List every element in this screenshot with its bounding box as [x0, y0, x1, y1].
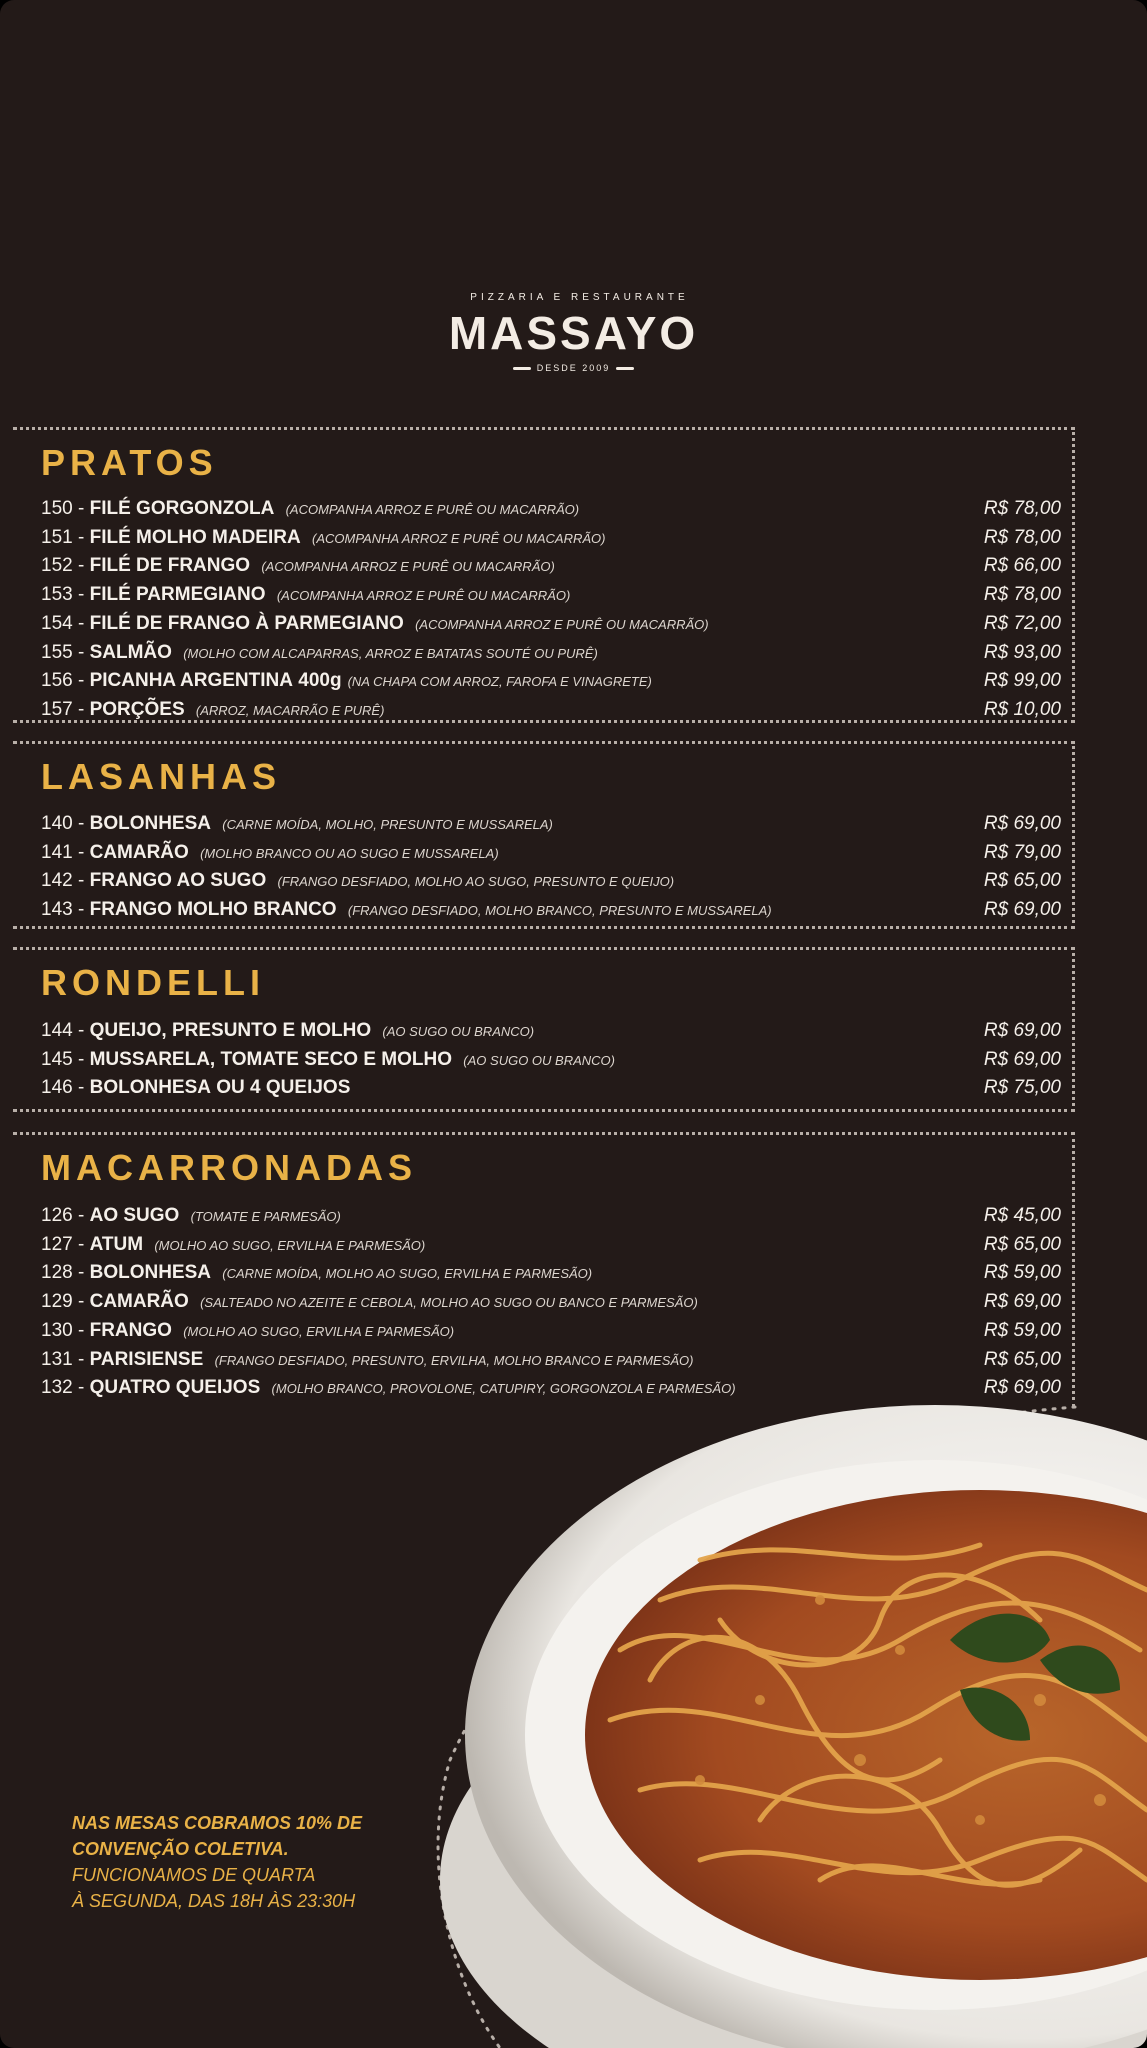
item-number: 144 - [41, 1020, 85, 1041]
item-price: R$ 45,00 [983, 1205, 1061, 1226]
item-price: R$ 69,00 [983, 1048, 1061, 1070]
section-title: RONDELLI [41, 962, 265, 1003]
item-description: (MOLHO AO SUGO, ERVILHA E PARMESÃO) [183, 1323, 455, 1339]
item-description: (AO SUGO OU BRANCO) [463, 1052, 615, 1068]
item-name: QUEIJO, PRESUNTO E MOLHO [89, 1020, 372, 1041]
item-name: SALMÃO [89, 641, 172, 663]
item-price: R$ 75,00 [983, 1077, 1061, 1099]
item-number: 129 - [41, 1291, 85, 1313]
item-number: 157 - [41, 698, 85, 720]
item-number: 151 - [41, 526, 85, 548]
item-description: (MOLHO BRANCO OU AO SUGO E MUSSARELA) [200, 845, 499, 861]
item-description: (ACOMPANHA ARROZ E PURÊ OU MACARRÃO) [311, 530, 606, 546]
item-price: R$ 59,00 [983, 1262, 1061, 1284]
item-price: R$ 78,00 [983, 584, 1061, 606]
item-number: 145 - [41, 1048, 85, 1070]
item-number: 132 - [41, 1377, 85, 1399]
item-number: 156 - [41, 670, 85, 692]
item-number: 150 - [41, 498, 85, 519]
item-description: (ACOMPANHA ARROZ E PURÊ OU MACARRÃO) [276, 588, 571, 604]
item-description: (FRANGO DESFIADO, MOLHO AO SUGO, PRESUNTO E QUEIJO) [277, 874, 675, 890]
item-name: BOLONHESA [89, 813, 211, 834]
item-price: R$ 65,00 [983, 1348, 1061, 1370]
item-description: (FRANGO DESFIADO, PRESUNTO, ERVILHA, MOLHO BRANCO E PARMESÃO) [214, 1352, 694, 1368]
item-description: (SALTEADO NO AZEITE E CEBOLA, MOLHO AO SUGO OU BANCO E PARMESÃO) [200, 1295, 698, 1311]
item-price: R$ 59,00 [983, 1319, 1061, 1341]
item-price: R$ 69,00 [983, 1377, 1061, 1399]
note-line-3: FUNCIONAMOS DE QUARTA [72, 1865, 316, 1885]
item-name: QUATRO QUEIJOS [89, 1377, 261, 1399]
item-price: R$ 78,00 [983, 498, 1061, 519]
item-price: R$ 93,00 [983, 641, 1061, 663]
item-description: (ACOMPANHA ARROZ E PURÊ OU MACARRÃO) [285, 502, 580, 517]
item-number: 152 - [41, 555, 85, 577]
item-extra: 400g [298, 670, 342, 692]
item-number: 130 - [41, 1319, 85, 1341]
logo-name-text: MASSAYO [448, 307, 699, 359]
item-number: 140 - [41, 813, 85, 834]
item-name: FILÉ GORGONZOLA [89, 498, 275, 519]
logo-tagline: PIZZARIA E RESTAURANTE [470, 292, 689, 303]
item-number: 155 - [41, 641, 85, 663]
item-price: R$ 69,00 [983, 899, 1061, 921]
item-name: CAMARÃO [89, 1291, 189, 1313]
item-name: FILÉ MOLHO MADEIRA [89, 526, 301, 548]
item-description: (MOLHO AO SUGO, ERVILHA E PARMESÃO) [154, 1237, 426, 1253]
item-description: (ARROZ, MACARRÃO E PURÊ) [195, 702, 385, 718]
item-price: R$ 72,00 [983, 612, 1061, 634]
item-name: PICANHA ARGENTINA [89, 670, 293, 692]
item-price: R$ 65,00 [983, 870, 1061, 892]
note-line-4: À SEGUNDA, DAS 18H ÀS 23:30H [72, 1891, 356, 1911]
item-price: R$ 69,00 [983, 813, 1061, 834]
item-name: MUSSARELA, TOMATE SECO E MOLHO [89, 1048, 453, 1070]
section-title: LASANHAS [41, 756, 282, 797]
item-description: (NA CHAPA COM ARROZ, FAROFA E VINAGRETE) [347, 674, 652, 690]
item-price: R$ 99,00 [983, 670, 1061, 692]
item-name: FILÉ DE FRANGO À PARMEGIANO [89, 612, 404, 634]
item-price: R$ 78,00 [983, 526, 1061, 548]
item-name: BOLONHESA [89, 1077, 211, 1099]
item-extra: OU 4 QUEIJOS [216, 1077, 351, 1099]
item-price: R$ 79,00 [983, 841, 1061, 863]
item-number: 131 - [41, 1348, 85, 1370]
footer-note [72, 1810, 392, 1914]
item-name: ATUM [89, 1233, 144, 1255]
item-description: (ACOMPANHA ARROZ E PURÊ OU MACARRÃO) [261, 559, 555, 575]
logo-since-text: DESDE 2009 [536, 363, 611, 373]
item-name: CAMARÃO [89, 841, 189, 863]
item-name: BOLONHESA [89, 1262, 211, 1284]
item-name: PARISIENSE [89, 1348, 204, 1370]
item-price: R$ 69,00 [983, 1020, 1061, 1041]
item-number: 128 - [41, 1262, 85, 1284]
item-number: 153 - [41, 584, 85, 606]
item-description: (CARNE MOÍDA, MOLHO, PRESUNTO E MUSSARELA) [222, 817, 553, 832]
item-number: 142 - [41, 870, 85, 892]
item-name: FRANGO MOLHO BRANCO [89, 899, 337, 921]
item-description: (AO SUGO OU BRANCO) [382, 1024, 535, 1039]
item-name: FRANGO [89, 1319, 172, 1341]
item-name: AO SUGO [89, 1205, 180, 1226]
item-description: (CARNE MOÍDA, MOLHO AO SUGO, ERVILHA E PARMESÃO) [222, 1266, 593, 1282]
item-name: FILÉ PARMEGIANO [89, 584, 266, 606]
item-number: 146 - [41, 1077, 85, 1099]
item-price: R$ 65,00 [983, 1233, 1061, 1255]
item-name: PORÇÕES [89, 698, 185, 720]
item-description: (FRANGO DESFIADO, MOLHO BRANCO, PRESUNTO E MUSSARELA) [347, 903, 772, 919]
item-number: 143 - [41, 899, 85, 921]
item-number: 126 - [41, 1205, 85, 1226]
item-number: 141 - [41, 841, 85, 863]
item-description: (MOLHO COM ALCAPARRAS, ARROZ E BATATAS SOUTÉ OU PURÊ) [183, 645, 598, 661]
note-line-1: NAS MESAS COBRAMOS 10% DE [72, 1813, 363, 1833]
item-description: (MOLHO BRANCO, PROVOLONE, CATUPIRY, GORGONZOLA E PARMESÃO) [271, 1381, 736, 1397]
item-price: R$ 66,00 [983, 555, 1061, 577]
item-number: 127 - [41, 1233, 85, 1255]
item-price: R$ 69,00 [983, 1291, 1061, 1313]
item-name: FRANGO AO SUGO [89, 870, 267, 892]
item-description: (ACOMPANHA ARROZ E PURÊ OU MACARRÃO) [415, 616, 709, 632]
note-line-2: CONVENÇÃO COLETIVA. [72, 1839, 289, 1859]
section-title: MACARRONADAS [41, 1147, 417, 1188]
item-description: (TOMATE E PARMESÃO) [190, 1209, 341, 1224]
item-price: R$ 10,00 [983, 698, 1061, 720]
item-number: 154 - [41, 612, 85, 634]
item-name: FILÉ DE FRANGO [89, 555, 251, 577]
section-title: PRATOS [41, 442, 218, 483]
